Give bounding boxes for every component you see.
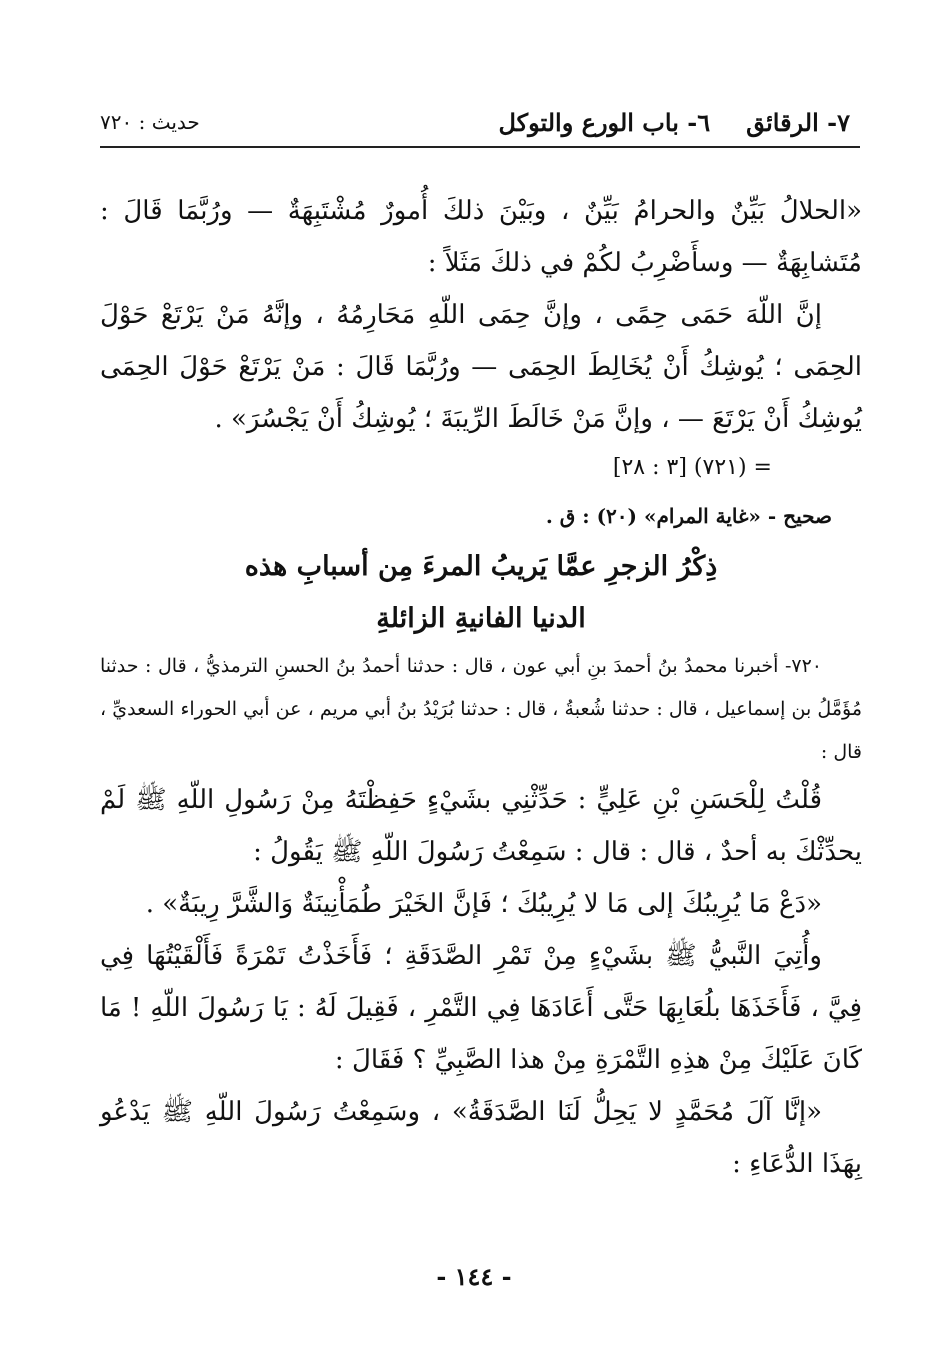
isnad-chain: ٧٢٠- أخبرنا محمدُ بنُ أحمدَ بنِ أبي عون ، قال : حدثنا أحمدُ بنُ الحسنِ الترمذيُّ ، قال : حدثنا مُؤَمَّلُ بن إسماعيل ، قال : حدثنا شُعبةُ ، قال : حدثنا بُرَيْدُ بنُ أبي مريم ، عن أبي الحوراء السعديِّ ، قال : — [100, 655, 862, 763]
hadith-text-paragraph: «دَعْ مَا يُرِيبُكَ إلى مَا لا يُرِيبُكَ ؛ فَإنَّ الخَيْرَ طُمَأْنِينَةٌ وَالشَّرَّ رِيبَةٌ» . — [145, 889, 822, 919]
cross-reference: = (٧٢١) [٣ : ٢٨] — [612, 455, 772, 480]
header-rule — [100, 146, 860, 148]
header-hadith-reference: حديث : ٧٢٠ — [100, 110, 200, 134]
section-heading-line-2: الدنيا الفانيةِ الزائلةِ — [376, 603, 586, 634]
header-chapter-title: ٦- باب الورع والتوكل — [498, 108, 711, 137]
hadith-text-paragraph: «إنَّا آلَ مُحَمَّدٍ لا يَحِلُّ لَنَا الصَّدَقَةُ» ، وسَمِعْتُ رَسُولَ اللّهِ ﷺ يَدْعُو بِهَذَا الدُّعَاءِ : — [100, 1097, 862, 1179]
header-book-title: ٧- الرقائق — [746, 108, 850, 137]
page-number: - ١٤٤ - — [436, 1262, 512, 1291]
header-section-titles — [462, 108, 850, 137]
hadith-text-paragraph: وأُتِيَ النَّبيُّ ﷺ بشَيْءٍ مِنْ تَمْرِ الصَّدَقَةِ ؛ فَأَخَذْتُ تَمْرَةً فَأَلْقَيْتُهَا فِي فِيَّ ، فَأَخَذَهَا بلُعَابِهَا حَتَّى أَعَادَهَا فِي التَّمْرِ ، فَقِيلَ لَهُ : يَا رَسُولَ اللّهِ ! مَا كَانَ عَلَيْكَ مِنْ هذِهِ التَّمْرَةِ مِنْ هذا الصَّبِيِّ ؟ فَقَالَ : — [100, 941, 862, 1075]
grading-note: صحيح - «غاية المرام» (٢٠) : ق . — [545, 504, 832, 528]
hadith-text-paragraph: قُلْتُ لِلْحَسَنِ بْنِ عَلِيٍّ : حَدِّثْنِي بشَيْءٍ حَفِظْتَهُ مِنْ رَسُولِ اللّهِ ﷺ لَمْ يحدِّثْكَ به أحدٌ ، قال : قال : سَمِعْتُ رَسُولَ اللّهِ ﷺ يَقُولُ : — [100, 785, 862, 867]
running-header — [100, 100, 850, 144]
main-text — [100, 185, 862, 1190]
hadith-text-paragraph: «الحلالُ بَيِّنٌ والحرامُ بَيِّنٌ ، وبَيْنَ ذلكَ أُمورٌ مُشْتَبِهَةٌ — ورُبَّمَا قَالَ : مُتَشابِهَةٌ — وسأَضْرِبُ لكُمْ في ذلكَ مَثَلاً : — [100, 196, 862, 278]
hadith-text-paragraph: إنَّ اللّهَ حَمَى حِمًى ، وإنَّ حِمَى اللّهِ مَحَارِمُهُ ، وإنَّهُ مَنْ يَرْتَعْ حَوْلَ الحِمَى ؛ يُوشِكُ أَنْ يُخَالِطَ الحِمَى — ورُبَّمَا قَالَ : مَنْ يَرْتَعْ حَوْلَ الحِمَى يُوشِكُ أَنْ يَرْتَعَ — ، وإنَّ مَنْ خَالَطَ الرِّيبَةَ ؛ يُوشِكُ أَنْ يَجْسُرَ» . — [100, 300, 862, 434]
section-heading-line-1: ذِكْرُ الزجرِ عمَّا يَريبُ المرءَ مِن أسبابِ هذه — [244, 551, 718, 582]
